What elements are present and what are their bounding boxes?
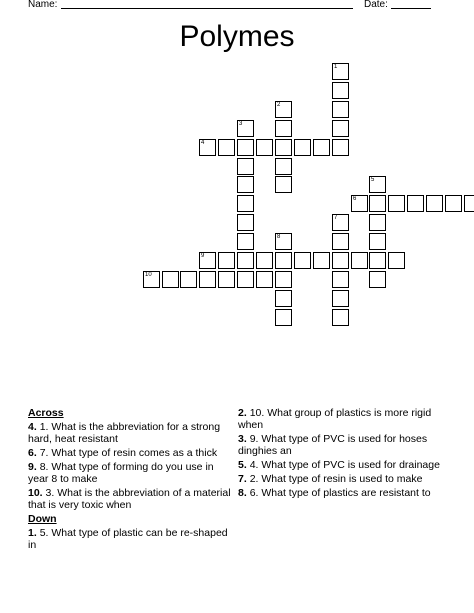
- grid-cell[interactable]: [162, 271, 179, 288]
- grid-cell[interactable]: [180, 271, 197, 288]
- grid-cell[interactable]: [294, 139, 311, 156]
- grid-cell[interactable]: [275, 290, 292, 307]
- grid-cell[interactable]: [275, 120, 292, 137]
- grid-cell[interactable]: [407, 195, 424, 212]
- cell-number: 10: [145, 272, 152, 278]
- grid-cell[interactable]: [237, 195, 254, 212]
- date-label: Date:: [364, 0, 388, 10]
- clue-number: 3.: [238, 433, 247, 445]
- clue-number: 9.: [28, 461, 37, 473]
- grid-cell[interactable]: [275, 252, 292, 269]
- grid-cell[interactable]: [237, 176, 254, 193]
- clue-down: [238, 473, 448, 485]
- grid-cell[interactable]: [351, 252, 368, 269]
- grid-cell[interactable]: [218, 252, 235, 269]
- grid-cell[interactable]: [369, 233, 386, 250]
- clue-down: [238, 459, 448, 471]
- grid-cell[interactable]: [199, 252, 216, 269]
- grid-cell[interactable]: [332, 120, 349, 137]
- clues-column-right: [238, 407, 448, 501]
- clue-number: 7.: [238, 473, 247, 485]
- grid-cell[interactable]: [369, 214, 386, 231]
- clue-across: [28, 487, 233, 511]
- clue-number: 8.: [238, 487, 247, 499]
- cell-number: 8: [277, 234, 281, 240]
- clues-column-left: [28, 407, 233, 553]
- clue-across: [28, 461, 233, 485]
- clue-text: 6. What type of plastics are resistant to: [249, 487, 431, 499]
- grid-cell[interactable]: [294, 252, 311, 269]
- cell-number: 1: [334, 64, 338, 70]
- clue-text: 9. What type of PVC is used for hoses dinghies an: [238, 433, 428, 457]
- grid-cell[interactable]: [332, 101, 349, 118]
- across-heading: Across: [28, 407, 64, 419]
- clue-text: 4. What type of PVC is used for drainage: [249, 459, 440, 471]
- clue-number: 5.: [238, 459, 247, 471]
- clue-text: 7. What type of resin comes as a thick: [39, 447, 218, 459]
- grid-cell[interactable]: [237, 214, 254, 231]
- clue-text: 10. What group of plastics is more rigid when: [238, 407, 432, 431]
- grid-cell[interactable]: [218, 139, 235, 156]
- grid-cell[interactable]: [237, 271, 254, 288]
- grid-cell[interactable]: [332, 252, 349, 269]
- grid-cell[interactable]: [237, 158, 254, 175]
- grid-cell[interactable]: [464, 195, 474, 212]
- grid-cell[interactable]: [332, 63, 349, 80]
- grid-cell[interactable]: [313, 139, 330, 156]
- clue-across: [28, 421, 233, 445]
- cell-number: 7: [334, 215, 338, 221]
- grid-cell[interactable]: [445, 195, 462, 212]
- grid-cell[interactable]: [332, 271, 349, 288]
- clue-text: 2. What type of resin is used to make: [249, 473, 423, 485]
- cell-number: 2: [277, 102, 281, 108]
- grid-cell[interactable]: [332, 233, 349, 250]
- puzzle-title: Polymes: [179, 20, 295, 53]
- name-label: Name:: [28, 0, 58, 10]
- clue-across: [28, 447, 233, 459]
- clue-down: [28, 527, 233, 551]
- grid-cell[interactable]: [426, 195, 443, 212]
- grid-cell[interactable]: [275, 176, 292, 193]
- grid-cell[interactable]: [237, 233, 254, 250]
- clue-down: [238, 433, 448, 457]
- clue-text: 3. What is the abbreviation of a material that is very toxic when: [28, 487, 231, 511]
- grid-cell[interactable]: [332, 309, 349, 326]
- grid-cell[interactable]: [332, 290, 349, 307]
- grid-cell[interactable]: [332, 139, 349, 156]
- grid-cell[interactable]: [237, 252, 254, 269]
- clue-number: 1.: [28, 527, 37, 539]
- grid-cell[interactable]: [388, 195, 405, 212]
- grid-cell[interactable]: [332, 82, 349, 99]
- grid-cell[interactable]: [256, 139, 273, 156]
- clue-text: 5. What type of plastic can be re-shaped in: [28, 527, 228, 551]
- grid-cell[interactable]: [369, 252, 386, 269]
- grid-cell[interactable]: [143, 271, 160, 288]
- cell-number: 3: [239, 121, 243, 127]
- grid-cell[interactable]: [275, 139, 292, 156]
- clue-text: 8. What type of forming do you use in year 8 to make: [28, 461, 214, 485]
- clue-number: 6.: [28, 447, 37, 459]
- cell-number: 6: [353, 196, 357, 202]
- grid-cell[interactable]: [256, 252, 273, 269]
- clue-text: 1. What is the abbreviation for a strong hard, heat resistant: [28, 421, 221, 445]
- grid-cell[interactable]: [218, 271, 235, 288]
- clue-number: 2.: [238, 407, 247, 419]
- down-heading: Down: [28, 513, 57, 525]
- grid-cell[interactable]: [237, 139, 254, 156]
- cell-number: 4: [201, 140, 205, 146]
- grid-cell[interactable]: [275, 309, 292, 326]
- grid-cell[interactable]: [199, 139, 216, 156]
- cell-number: 9: [201, 253, 205, 259]
- clue-down: [238, 487, 448, 499]
- grid-cell[interactable]: [369, 271, 386, 288]
- grid-cell[interactable]: [275, 101, 292, 118]
- clue-number: 10.: [28, 487, 43, 499]
- grid-cell[interactable]: [256, 271, 273, 288]
- grid-cell[interactable]: [369, 195, 386, 212]
- grid-cell[interactable]: [313, 252, 330, 269]
- grid-cell[interactable]: [388, 252, 405, 269]
- grid-cell[interactable]: [332, 214, 349, 231]
- grid-cell[interactable]: [237, 120, 254, 137]
- clue-down: [238, 407, 448, 431]
- grid-cell[interactable]: [199, 271, 216, 288]
- grid-cell[interactable]: [275, 233, 292, 250]
- cell-number: 5: [371, 177, 375, 183]
- clue-number: 4.: [28, 421, 37, 433]
- grid-cell[interactable]: [351, 195, 368, 212]
- grid-cell[interactable]: [275, 271, 292, 288]
- grid-cell[interactable]: [275, 158, 292, 175]
- grid-cell[interactable]: [369, 176, 386, 193]
